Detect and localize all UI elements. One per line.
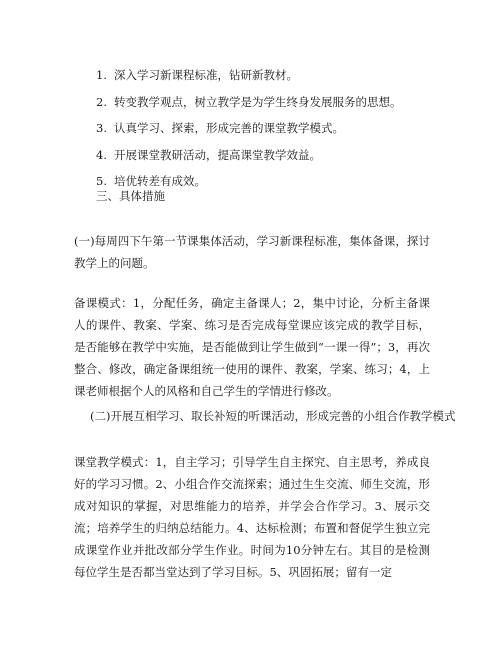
list-item-number: 2.: [96, 94, 107, 109]
list-item-text: 培优转差有成效。: [114, 174, 206, 188]
list-item-number: 3.: [96, 121, 107, 135]
list-item: [96, 142, 402, 169]
list-item-number: 5.: [96, 174, 107, 188]
list-item: [96, 115, 402, 142]
list-item-text: 转变教学观点，树立教学是为学生终身发展服务的思想。: [114, 94, 402, 109]
paragraph-subheading-two: (二)开展互相学习、取长补短的听课活动，形成完善的小组合作教学模式: [90, 409, 456, 423]
paragraph-weekly-activity: (一)每周四下午第一节课集体活动，学习新课程标准，集体备课，探讨教学上的问题。: [74, 234, 430, 270]
list-item-text: 认真学习、探索，形成完善的课堂教学模式。: [114, 121, 344, 135]
paragraph-classroom-mode: 课堂教学模式：1，自主学习；引导学生自主探究、自主思考，养成良好的学习习惯。2、小组合作交流探索；通过生生交流、师生交流，形成对知识的掌握，对思维能力的培养，并学会合作学习。3、展示交流；培养学生的归纳总结能力。4、达标检测；布置和督促学生独立完成课堂作业并批改部分学生作业。时间为10分钟左右。其目的是检测每位学生是否都当堂达到了学习目标。5、巩固拓展；留有一定: [74, 455, 430, 579]
goals-list: [96, 62, 402, 195]
section-heading: 三、具体措施: [96, 189, 165, 203]
list-item-number: 1.: [96, 68, 107, 82]
list-item: [96, 89, 402, 116]
list-item-text: 开展课堂教研活动，提高课堂教学效益。: [114, 147, 321, 162]
list-item: [96, 62, 402, 89]
list-item-text: 深入学习新课程标准，钻研新教材。: [114, 68, 298, 82]
paragraph-lesson-prep-mode: 备课模式：1，分配任务，确定主备课人；2，集中讨论，分析主备课人的课件、教案、学案、练习是否完成每堂课应该完成的教学目标，是否能够在教学中实施，是否能做到让学生做到“一课一得”；3，再次整合、修改，确定备课组统一使用的课件、教案，学案、练习；4，上课老师根据个人的风格和自己学生的学情进行修改。: [74, 296, 430, 398]
list-item-number: 4.: [96, 147, 107, 162]
